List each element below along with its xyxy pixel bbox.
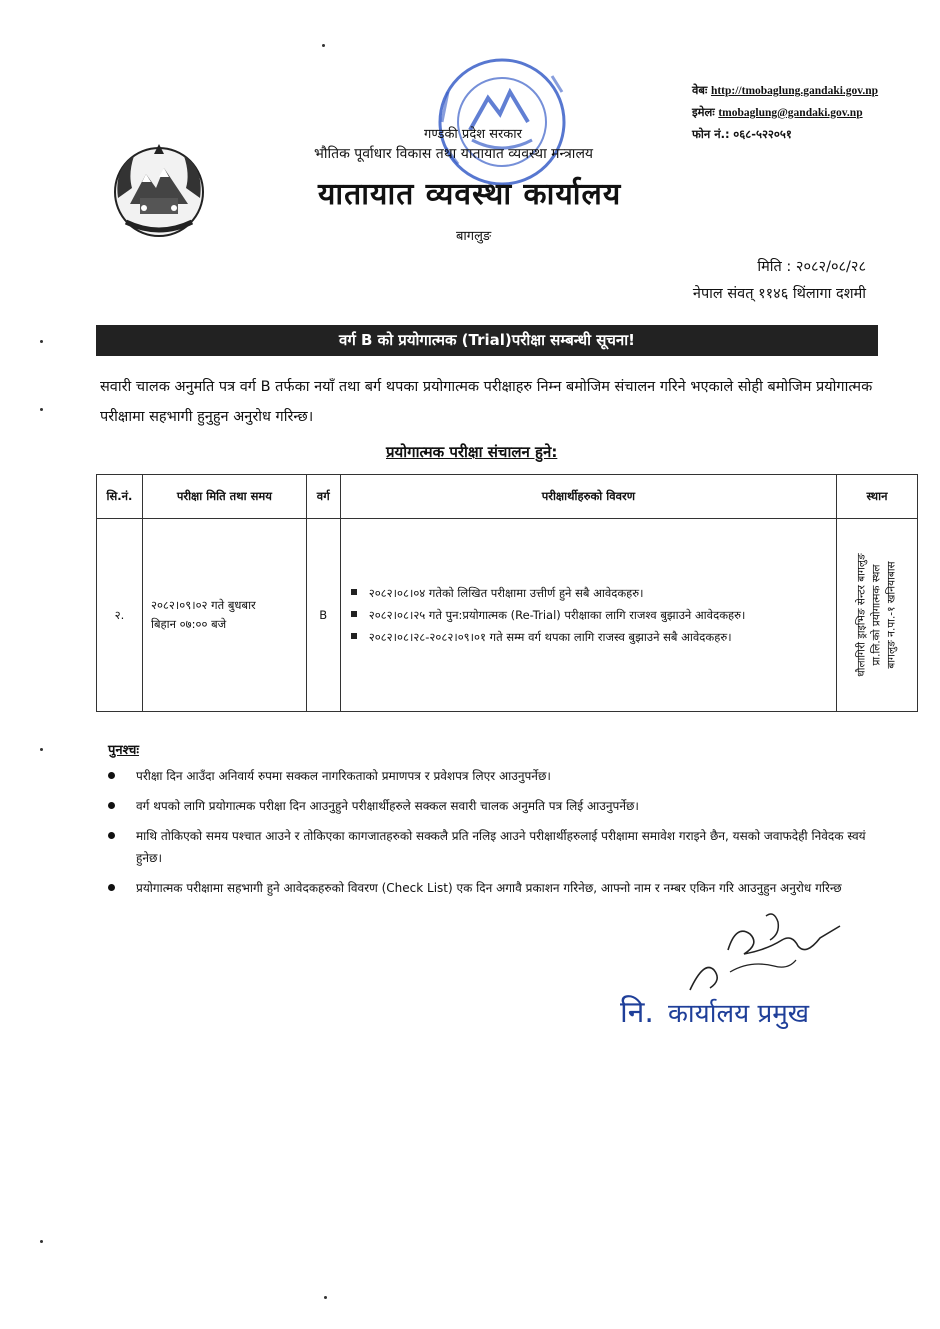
details-list: [347, 582, 836, 648]
header-date-time: परीक्षा मिति तथा समय: [142, 475, 306, 519]
place-line: बागलुङ न.पा.-१ खनियाबास: [885, 561, 898, 669]
district-name: बागलुङ: [456, 229, 492, 244]
list-item: २०८२।०८।२५ गते पुन:प्रयोगात्मक (Re-Trial) परीक्षाका लागि राजश्व बुझाउने आवेदकहरु।: [347, 604, 836, 626]
place-text: [855, 530, 900, 700]
scan-speck: [40, 748, 43, 751]
phone-label: फोन नं.:: [692, 127, 730, 141]
contact-block: [692, 80, 878, 145]
signatory-role: कार्यालय प्रमुख: [667, 999, 810, 1029]
nepal-emblem-icon: [104, 138, 214, 242]
contact-web: [692, 80, 878, 102]
note-item: माथि तोकिएको समय पश्चात आउने र तोकिएका कागजातहरुको सक्कलै प्रति नलिइ आउने परीक्षार्थीहरुलाई परीक्षामा समावेश गराइने छैन, यसको जवाफदेही निवेदक स्वयं हुनेछ।: [100, 825, 882, 869]
ministry-name: भौतिक पूर्वाधार विकास तथा यातायात व्यवस्था मन्त्रालय: [314, 146, 594, 162]
table-header-row: [97, 475, 918, 519]
scan-speck: [40, 340, 43, 343]
date-block: [693, 254, 866, 308]
web-link[interactable]: http://tmobaglung.gandaki.gov.np: [710, 85, 879, 97]
office-title: यातायात व्यवस्था कार्यालय: [318, 177, 622, 212]
notice-title-banner: वर्ग B को प्रयोगात्मक (Trial)परीक्षा सम्बन्धी सूचना!: [96, 325, 878, 356]
postscript-notes: [100, 765, 882, 907]
email-label: इमेलः: [692, 105, 715, 119]
table-row: [97, 519, 918, 712]
signatory-prefix: नि.: [620, 995, 654, 1030]
schedule-subheading: प्रयोगात्मक परीक्षा संचालन हुने:: [386, 443, 558, 461]
phone-value: ०६८-५२२०५१: [733, 127, 792, 141]
contact-email: [692, 102, 878, 124]
scan-speck: [322, 44, 325, 47]
row-details: [340, 519, 836, 712]
scan-speck: [324, 1296, 327, 1299]
note-item: परीक्षा दिन आउँदा अनिवार्य रुपमा सक्कल नागरिकताको प्रमाणपत्र र प्रवेशपत्र लिएर आउनुपर्नेछ।: [100, 765, 882, 787]
signatory: [620, 990, 809, 1031]
place-line: प्रा.लि.को प्रयोगात्मक स्थल: [870, 564, 883, 666]
contact-phone: [692, 124, 878, 145]
web-label: वेबः: [692, 83, 708, 97]
handwritten-signature-icon: [670, 910, 850, 1002]
list-item: २०८२।०८।०४ गतेको लिखित परीक्षामा उत्तीर्ण हुने सबै आवेदकहरु।: [347, 582, 836, 604]
email-link[interactable]: tmobaglung@gandaki.gov.np: [718, 107, 863, 119]
header-category: वर्ग: [306, 475, 340, 519]
place-line: धौलागिरी ड्राइभिङ सेन्टर बागलुङ: [855, 553, 868, 677]
row-sn: २.: [97, 519, 143, 712]
government-name: गण्डकी प्रदेश सरकार: [424, 127, 522, 142]
header-place: स्थान: [837, 475, 918, 519]
scan-speck: [40, 408, 43, 411]
header-sn: सि.नं.: [97, 475, 143, 519]
nepal-sambat-line: नेपाल संवत् ११४६ थिंलागा दशमी: [692, 286, 866, 302]
note-item: प्रयोगात्मक परीक्षामा सहभागी हुने आवेदकहरुको विवरण (Check List) एक दिन अगावै प्रकाशन गरिनेछ, आफ्नो नाम र नम्बर एकिन गरि आउनुहुन अनुरोध गरिन्छ: [100, 877, 882, 899]
scan-speck: [40, 1240, 43, 1243]
exam-schedule-table: [96, 474, 918, 712]
header-details: परीक्षार्थीहरुको विवरण: [340, 475, 836, 519]
row-place: [837, 519, 918, 712]
postscript-title: पुनश्चः: [108, 743, 140, 758]
office-stamp-icon: [412, 52, 592, 192]
note-item: वर्ग थपको लागि प्रयोगात्मक परीक्षा दिन आउनुहुने परीक्षार्थीहरुले सक्कल सवारी चालक अनुमति पत्र लिई आउनुपर्नेछ।: [100, 795, 882, 817]
intro-paragraph: सवारी चालक अनुमति पत्र वर्ग B तर्फका नयाँ तथा बर्ग थपका प्रयोगात्मक परीक्षाहरु निम्न बमोजिम संचालन गरिने भएकाले सोही बमोजिम प्रयोगात्मक परीक्षामा सहभागी हुनुहुन अनुरोध गरिन्छ।: [100, 379, 873, 425]
row-category: B: [306, 519, 340, 712]
row-time: बिहान ०७:०० बजे: [150, 617, 227, 631]
row-date: २०८२।०९।०२ गते बुधबार: [150, 598, 256, 612]
date-line: मिति : २०८२/०८/२८: [757, 259, 866, 275]
list-item: २०८२।०८।२८-२०८२।०९।०१ गते सम्म वर्ग थपका लागि राजस्व बुझाउने सबै आवेदकहरु।: [347, 626, 836, 648]
row-date-time: [142, 519, 306, 712]
